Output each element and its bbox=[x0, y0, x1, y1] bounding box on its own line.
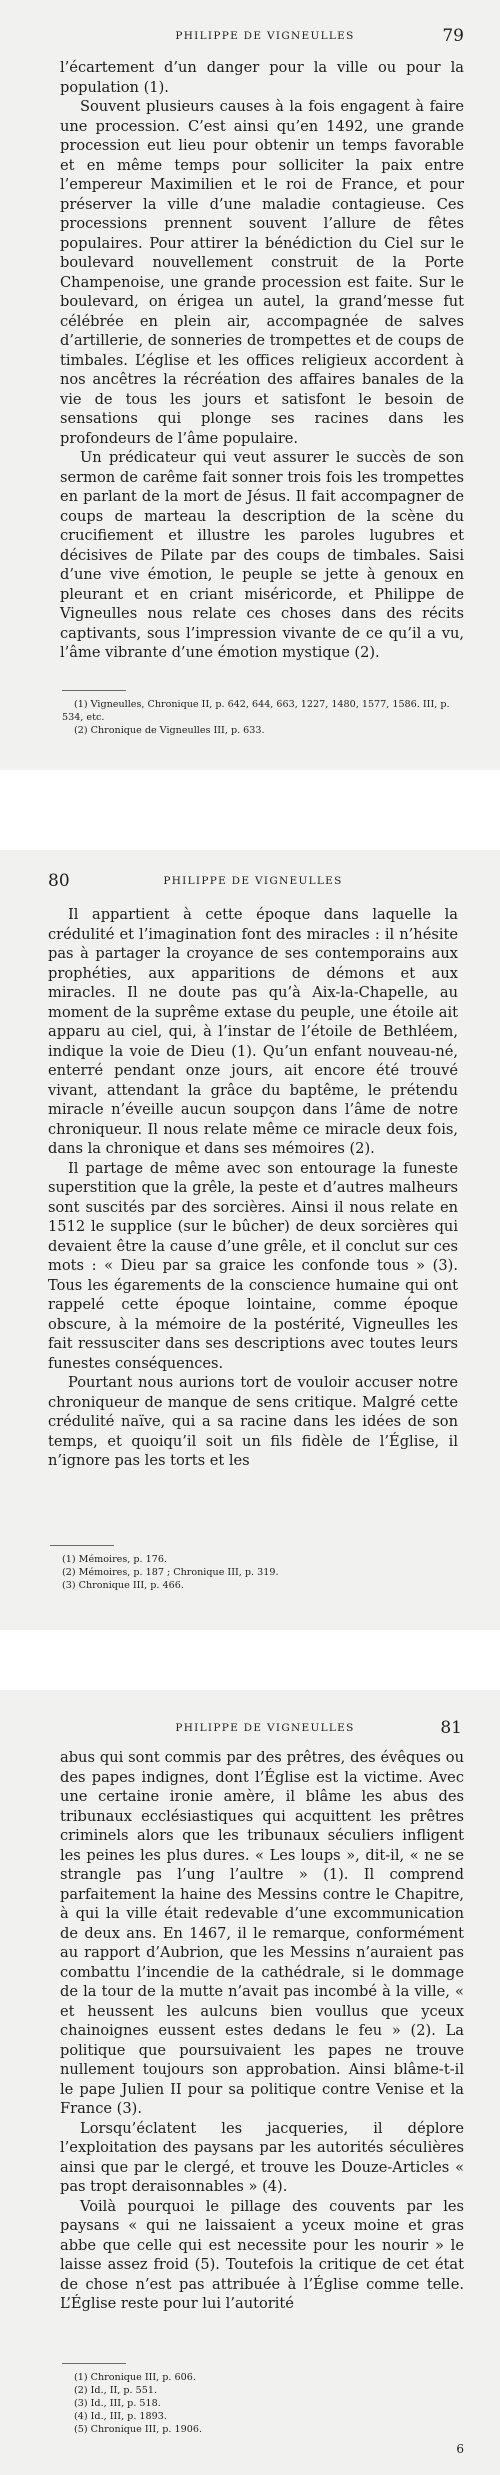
footnote: (3) Chronique III, p. 466. bbox=[62, 1580, 184, 1591]
page-80 bbox=[0, 850, 500, 1630]
running-header bbox=[58, 1718, 472, 1746]
paragraph: Voilà pourquoi le pillage des couvents par les paysans « qui ne laissaient a yceux moine et gras abbe que celle qui est necessite pour les nourir » le laisse assez froid (5). Toutefois la critique de cet état de chose n’est pas attribuée à l’Église comme telle. L’Église reste pour lui l’autorité bbox=[60, 2197, 464, 2312]
footnote: (2) Id., II, p. 551. bbox=[74, 2385, 157, 2396]
footnote: (5) Chronique III, p. 1906. bbox=[74, 2424, 202, 2435]
running-header bbox=[58, 26, 472, 54]
running-header bbox=[46, 871, 460, 899]
page-81 bbox=[0, 1690, 500, 2475]
running-title: PHILIPPE DE VIGNEULLES bbox=[175, 30, 355, 42]
footnotes bbox=[62, 698, 464, 737]
footnote-rule bbox=[62, 690, 126, 691]
paragraph: Un prédicateur qui veut assurer le succès de son sermon de carême fait sonner trois fois les trompettes en parlant de la mort de Jésus. Il fait accompagner de coups de marteau la description de la scène du crucifiement et illustre les paroles lugubres et décisives de Pilate par des coups de timbales. Saisi d’une vive émotion, le peuple se jette à genoux en pleurant et en criant miséricorde, et Philippe de Vigneulles nous relate ces choses dans des récits captivants, sous l’impression vivante de ce qu’il a vu, l’âme vibrante d’une émotion mystique (2). bbox=[60, 449, 464, 661]
footnote: (2) Mémoires, p. 187 ; Chronique III, p. 319. bbox=[62, 1567, 279, 1578]
footnote: (1) Mémoires, p. 176. bbox=[62, 1554, 167, 1565]
body-text bbox=[60, 1748, 464, 2314]
page-number: 79 bbox=[442, 26, 464, 46]
footnotes bbox=[62, 2371, 464, 2436]
footnote-rule bbox=[62, 2363, 126, 2364]
footnote: (3) Id., III, p. 518. bbox=[74, 2398, 161, 2409]
paragraph: Pourtant nous aurions tort de vouloir accuser notre chroniqueur de manque de sens critique. Malgré cette crédulité naïve, qui a sa racine dans les idées de son temps, et quoiqu’il soit un fils fidèle de l’Église, il n’ignore pas les torts et les bbox=[48, 1374, 458, 1469]
footnote-rule bbox=[50, 1545, 114, 1546]
footnote: (1) Vigneulles, Chronique II, p. 642, 644, 663, 1227, 1480, 1577, 1586. III, p. 534, etc. bbox=[62, 699, 450, 723]
paragraph: Il appartient à cette époque dans laquelle la crédulité et l’imagination font des miracles : il n’hésite pas à partager la croyance de ses contemporains aux prophéties, aux apparitions de démons et aux miracles. Il ne doute pas qu’à Aix-la-Chapelle, au moment de la suprême extase du peuple, une étoile ait apparu au ciel, qui, à l’instar de l’étoile de Bethléem, indique la voie de Dieu (1). Qu’un enfant nouveau-né, enterré pendant onze jours, ait encore été trouvé vivant, attendant la grâce du baptême, le prétendu miracle n’éveille aucun soupçon dans l’âme de notre chroniqueur. Il nous relate même ce miracle deux fois, dans la chronique et dans ses mémoires (2). bbox=[48, 906, 458, 1157]
footnote: (2) Chronique de Vigneulles III, p. 633. bbox=[74, 725, 265, 736]
paragraph: abus qui sont commis par des prêtres, des évêques ou des papes indignes, dont l’Église est la victime. Avec une certaine ironie amère, il blâme les abus des tribunaux ecclésiastiques qui acquittent les prêtres criminels alors que les tribunaux séculiers infligent les peines les plus dures. « Les loups », dit-il, « ne se strangle pas l’ung l’aultre » (1). Il comprend parfaitement la haine des Messins contre le Chapitre, à qui la ville était redevable d’une excommunication de deux ans. En 1467, il le remarque, conformément au rapport d’Aubrion, que les Messins n’auraient pas combattu l’incendie de la cathédrale, si le dommage de la tour de la mutte n’avait pas incombé à la ville, « et heussent les aulcuns bien voullus que yceux chainoignes eussent estes dedans le feu » (2). La politique que poursuivaient les papes ne trouve nullement toujours son approbation. Ainsi blâme-t-il le pape Julien II pour sa politique contre Venise et la France (3). bbox=[60, 1749, 464, 2117]
page-number: 81 bbox=[440, 1718, 462, 1738]
running-title: PHILIPPE DE VIGNEULLES bbox=[175, 1722, 355, 1734]
running-title: PHILIPPE DE VIGNEULLES bbox=[163, 875, 343, 887]
body-text bbox=[60, 58, 464, 663]
footnotes bbox=[50, 1553, 458, 1592]
footnote: (1) Chronique III, p. 606. bbox=[74, 2372, 196, 2383]
body-text bbox=[48, 905, 458, 1471]
paragraph: l’écartement d’un danger pour la ville ou pour la population (1). bbox=[60, 59, 464, 96]
page-79 bbox=[0, 0, 500, 770]
footnote: (4) Id., III, p. 1893. bbox=[74, 2411, 167, 2422]
page-number: 80 bbox=[48, 871, 70, 891]
paragraph: Il partage de même avec son entourage la funeste superstition que la grêle, la peste et d’autres malheurs sont suscités par des sorcières. Ainsi il nous relate en 1512 le supplice (sur le bûcher) de deux sorcières qui devaient être la cause d’une grêle, et il conclut sur ces mots : « Dieu par sa graice les confonde tous » (3). Tous les égarements de la conscience humaine qui ont rappelé cette époque lointaine, comme époque obscure, à la mémoire de la postérité, Vigneulles les fait ressusciter dans ses descriptions avec toutes leurs funestes conséquences. bbox=[48, 1159, 458, 1372]
signature-mark: 6 bbox=[456, 2442, 464, 2456]
paragraph: Souvent plusieurs causes à la fois engagent à faire une procession. C’est ainsi qu’en 1492, une grande procession eut lieu pour obtenir un temps favorable et en même temps pour solliciter la paix entre l’empereur Maximilien et le roi de France, et pour préserver la ville d’une maladie contagieuse. Ces processions prennent souvent l’allure de fêtes populaires. Pour attirer la bénédiction du Ciel sur le boulevard nouvellement construit de la Porte Champenoise, une grande procession est faite. Sur le boulevard, on érigea un autel, la grand’messe fut célébrée en plein air, accompagnée de salves d’artillerie, de sonneries de trompettes et de coups de timbales. L’église et les offices religieux accordent à nos ancêtres la récréation des affaires banales de la vie de tous les jours et satisfont le besoin de sensations qui plonge ses racines dans les profondeurs de l’âme populaire. bbox=[60, 98, 464, 447]
paragraph: Lorsqu’éclatent les jacqueries, il déplore l’exploitation des paysans par les autorités séculières ainsi que par le clergé, et trouve les Douze-Articles « pas tropt deraisonnables » (4). bbox=[60, 2119, 464, 2195]
